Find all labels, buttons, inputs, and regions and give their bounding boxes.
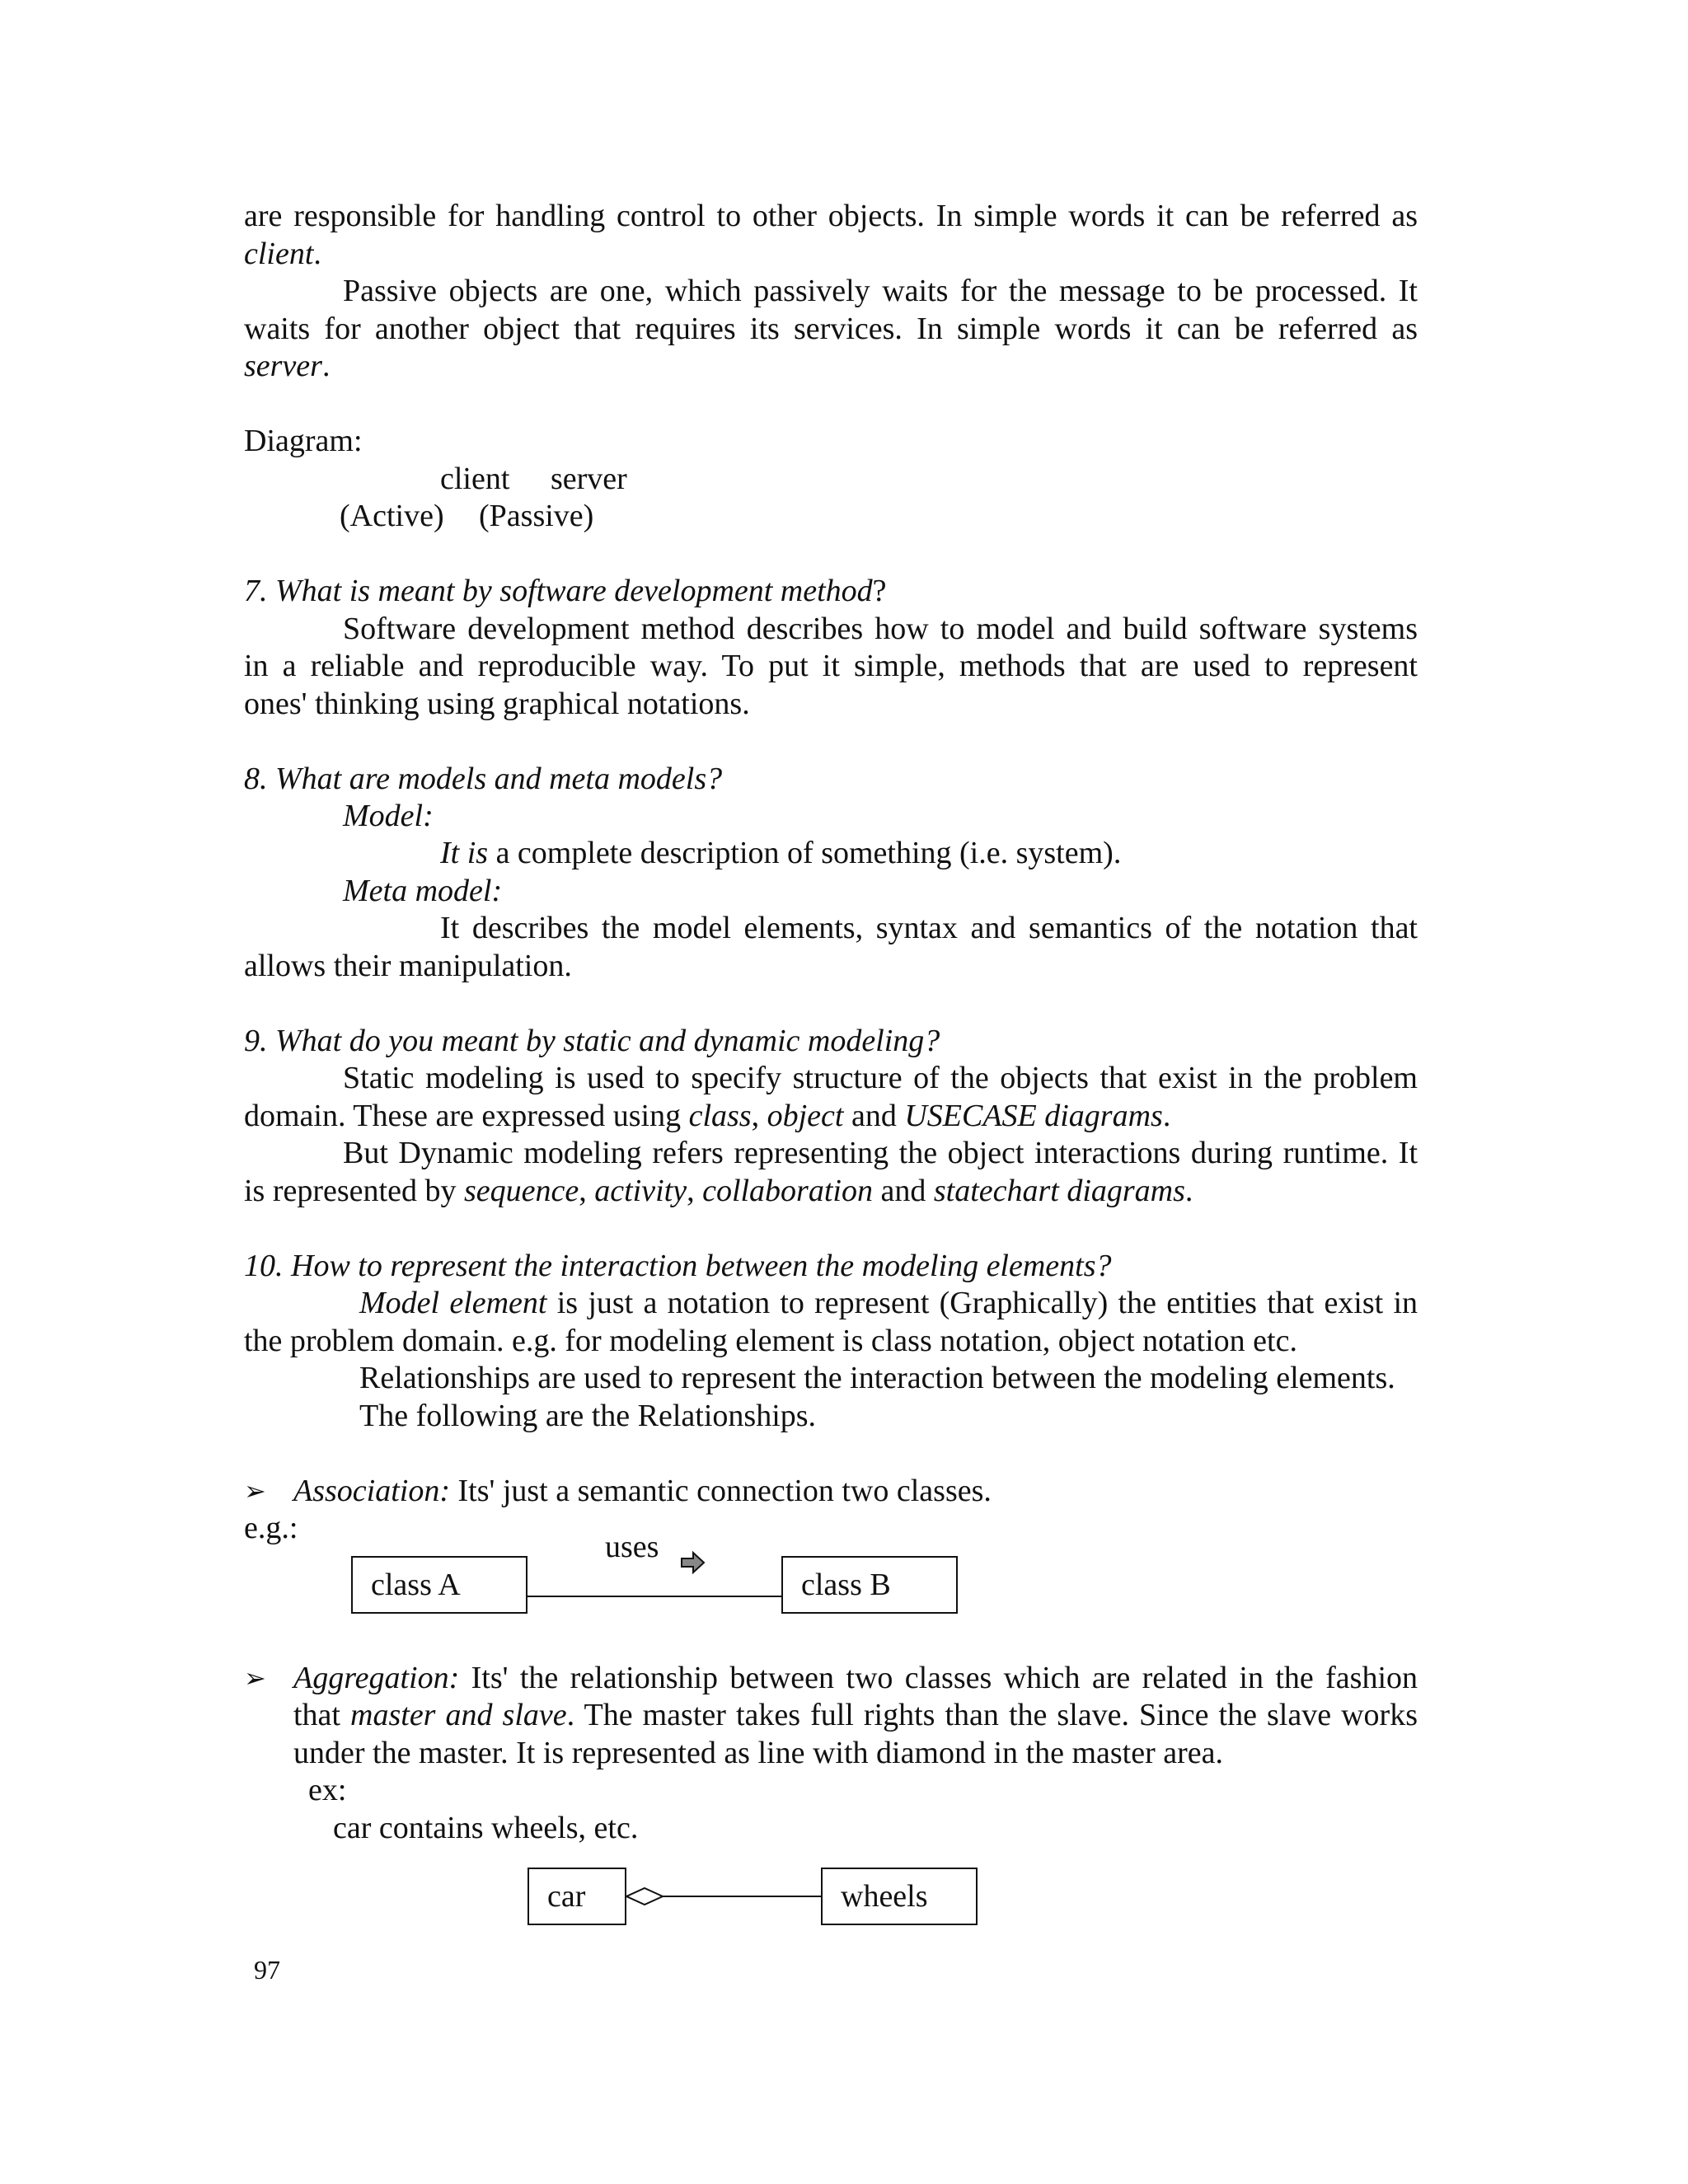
model-desc-text: a complete description of something (i.e. system).: [488, 836, 1122, 870]
master-and-slave: master and slave: [350, 1698, 567, 1732]
aggregation-line-1: [293, 1659, 1418, 1697]
association-term: Association:: [293, 1474, 450, 1508]
model-label: Model:: [343, 799, 434, 833]
intro-line-5: [244, 347, 330, 385]
q7-line-2: in a reliable and reproducible way. To put it simple, methods that are used to represent: [244, 649, 1418, 683]
q9-line-2: [244, 1097, 1170, 1135]
q9-object: object: [767, 1099, 844, 1133]
diagram-active: (Active): [340, 499, 444, 533]
aggregation-ex: ex:: [308, 1773, 347, 1807]
class-b-label: class B: [801, 1568, 891, 1602]
q9-statechart: statechart diagrams: [933, 1174, 1185, 1208]
intro-line-2: [244, 235, 321, 273]
q7-question-mark: ?: [872, 574, 887, 608]
q9-l4-b: ,: [579, 1174, 595, 1208]
meta-line-2: allows their manipulation.: [244, 949, 572, 983]
association-line-connector: [528, 1596, 781, 1597]
association-desc: Its' just a semantic connection two classes.: [449, 1474, 992, 1508]
q9-collaboration: collaboration: [702, 1174, 873, 1208]
meta-line-1: It describes the model elements, syntax and semantics of the notation that: [440, 911, 1418, 945]
diagram-passive: (Passive): [479, 499, 594, 533]
uses-label: uses: [605, 1530, 659, 1564]
q9-l4-a: is represented by: [244, 1174, 464, 1208]
q9-sequence: sequence: [463, 1174, 579, 1208]
q9-l2-b: ,: [751, 1099, 767, 1133]
q9-l4-d: and: [872, 1174, 934, 1208]
q10-heading: 10. How to represent the interaction between the modeling elements?: [244, 1249, 1112, 1283]
q10-l1-rest: is just a notation to represent (Graphically) the entities that exist in: [546, 1286, 1418, 1320]
q8-heading: 8. What are models and meta models?: [244, 762, 723, 796]
aggregation-line-3: under the master. It is represented as line with diamond in the master area.: [293, 1736, 1224, 1770]
aggregation-bullet-icon: ➢: [244, 1662, 266, 1694]
q7-question: 7. What is meant by software development method: [244, 574, 873, 608]
class-a-box: [351, 1556, 528, 1614]
intro-line-4: waits for another object that requires its services. In simple words it can be referred as: [244, 312, 1418, 346]
q9-l2-c: and: [843, 1099, 905, 1133]
q9-activity: activity: [594, 1174, 687, 1208]
q9-l2-d: .: [1162, 1099, 1171, 1133]
aggregation-l2-b: . The master takes full rights than the slave. Since the slave works: [566, 1698, 1418, 1732]
client-term: client: [244, 237, 314, 271]
aggregation-term: Aggregation:: [293, 1661, 460, 1695]
diagram-label: Diagram:: [244, 424, 363, 458]
q10-line-3: Relationships are used to represent the interaction between the modeling elements.: [359, 1361, 1395, 1395]
server-term: server: [244, 349, 322, 383]
intro-line-1: are responsible for handling control to other objects. In simple words it can be referred as: [244, 199, 1418, 233]
q9-l4-e: .: [1184, 1174, 1193, 1208]
diagram-client: client: [440, 462, 510, 496]
wheels-label: wheels: [841, 1879, 928, 1914]
q10-line-4: The following are the Relationships.: [359, 1399, 817, 1433]
q9-heading: 9. What do you meant by static and dynamic modeling?: [244, 1024, 940, 1058]
q7-line-1: Software development method describes how to model and build software systems: [343, 612, 1418, 646]
intro-line-2-end: .: [313, 237, 321, 271]
car-box: [528, 1868, 626, 1925]
q7-line-3: ones' thinking using graphical notations.: [244, 687, 750, 721]
q9-usecase: USECASE diagrams: [904, 1099, 1163, 1133]
q9-line-4: [244, 1172, 1193, 1210]
page-number: 97: [254, 1955, 280, 1985]
aggregation-line-2: [293, 1696, 1418, 1734]
model-it-is: It is: [440, 836, 489, 870]
model-description: [440, 834, 1121, 872]
meta-model-label: Meta model:: [343, 874, 503, 908]
arrow-right-icon: [681, 1551, 706, 1574]
aggregation-example: car contains wheels, etc.: [333, 1811, 639, 1845]
association-eg: e.g.:: [244, 1511, 298, 1545]
q9-line-3: But Dynamic modeling refers representing the object interactions during runtime. It: [343, 1136, 1418, 1170]
q10-line-1: [359, 1284, 1418, 1322]
q9-line-1: Static modeling is used to specify structure of the objects that exist in the problem: [343, 1061, 1418, 1095]
car-label: car: [547, 1879, 586, 1914]
intro-line-5-end: .: [321, 349, 331, 383]
aggregation-l1-rest: Its' the relationship between two classes which are related in the fashion: [459, 1661, 1418, 1695]
association-line: [293, 1472, 992, 1510]
intro-line-3: Passive objects are one, which passively waits for the message to be processed. It: [343, 274, 1418, 308]
class-b-box: [781, 1556, 958, 1614]
q10-model-element: Model element: [359, 1286, 547, 1320]
q9-class: class: [688, 1099, 752, 1133]
q9-l4-c: ,: [687, 1174, 703, 1208]
aggregation-line-connector: [663, 1896, 821, 1897]
diamond-icon: [625, 1884, 668, 1909]
q9-l2-a: domain. These are expressed using: [244, 1099, 689, 1133]
q7-heading: [244, 572, 887, 610]
aggregation-l2-a: that: [293, 1698, 351, 1732]
association-bullet-icon: ➢: [244, 1475, 266, 1507]
wheels-box: [821, 1868, 978, 1925]
q10-line-2: the problem domain. e.g. for modeling element is class notation, object notation etc.: [244, 1324, 1297, 1358]
diagram-server: server: [551, 462, 627, 496]
class-a-label: class A: [371, 1568, 461, 1602]
